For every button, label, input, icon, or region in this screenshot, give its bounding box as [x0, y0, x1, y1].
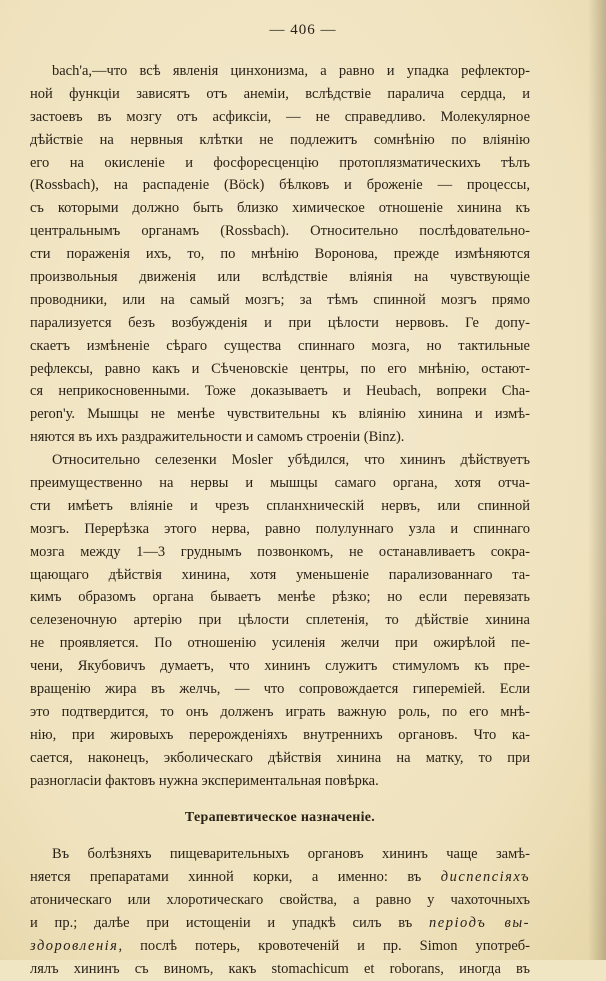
text-line: нію, при жировыхъ перерожденіяхъ внутреннихъ органовъ. Что ка-: [30, 726, 530, 743]
text-body: [30, 60, 530, 981]
text-line: центральнымъ органамъ (Rossbach). Относительно послѣдовательно-: [30, 223, 530, 240]
text-line: ной функціи зависятъ отъ анеміи, вслѣдствіе паралича сердца, и: [30, 85, 530, 102]
text-line: ся неприкосновенными. Тоже доказываетъ и Heubach, вопреки Cha-: [30, 383, 530, 400]
text-line: его на окисленіе и фосфоресценцію протоплязматическихъ тѣлъ: [30, 154, 530, 171]
text-line: сти пораженія ихъ, то, по мнѣнію Воронова, прежде измѣняются: [30, 246, 530, 263]
text-line: застоевъ въ мозгу отъ асфиксіи, — не справедливо. Молекулярное: [30, 108, 530, 125]
spacer: [30, 829, 530, 843]
text-line: [30, 866, 530, 889]
text-line: не проявляется. По отношенію усиленія желчи при ожирѣлой пе-: [30, 635, 530, 652]
text-line: Относительно селезенки Mosler убѣдился, что хининъ дѣйствуетъ: [52, 452, 530, 469]
emphasis-text: здоровленія: [30, 937, 119, 954]
text-line: парализуется безъ возбужденія и при цѣлости нервовъ. Ге допу-: [30, 314, 530, 331]
text-line: скаетъ измѣненіе сѣраго существа спиннаго мозга, но тактильные: [30, 337, 530, 354]
text-line: произвольныя движенія или вслѣдствіе вліянія на чувствующіе: [30, 269, 530, 286]
text-line: вращенію жира въ желчь, — что сопровождается гипереміей. Если: [30, 681, 530, 698]
text-line: щающаго дѣйствія хинина, хотя уменьшеніе парализованнаго та-: [30, 566, 530, 583]
section-heading: Терапевтическое назначеніе.: [184, 809, 376, 825]
text-line: проводники, или на самый мозгъ; за тѣмъ спинной мозгъ прямо: [30, 291, 530, 308]
text-line: это подтвердится, то онъ долженъ играть важную роль, по его мнѣ-: [30, 703, 530, 720]
text-run: няется препаратами хинной корки, а именно: въ: [30, 869, 441, 886]
emphasis-text: диспепсіяхъ: [440, 869, 530, 886]
text-line: разногласіи фактовъ нужна экспериментальная повѣрка.: [30, 772, 379, 789]
text-line: Въ болѣзняхъ пищеварительныхъ органовъ хининъ чаще замѣ-: [52, 846, 530, 863]
text-line: съ которыми должно быть близко химическое отношеніе хинина къ: [30, 200, 530, 217]
spacer: [30, 793, 530, 807]
text-line: атоническаго или хлоротическаго свойства, а равно у чахоточныхъ: [30, 892, 530, 909]
text-line: (Rossbach), на распаденіе (Böck) бѣлковъ и броженіе — процессы,: [30, 177, 530, 194]
text-line: няются въ ихъ раздражительности и самомъ строеніи (Binz).: [30, 429, 405, 446]
text-line: сти имѣетъ вліяніе и чрезъ спланхническій нервъ, или спинной: [30, 497, 530, 514]
text-line: чени, Якубовичъ думаетъ, что хининъ служитъ стимуломъ къ пре-: [30, 658, 530, 675]
emphasis-text: періодъ вы-: [429, 915, 530, 932]
text-line: преимущественно на нервы и мышцы самаго органа, хотя отча-: [30, 475, 530, 492]
text-line: кимъ образомъ органа бываетъ менѣе рѣзко; но если перевязать: [30, 589, 530, 606]
text-line: селезеночную артерію при цѣлости сплетенія, то дѣйствіе хинина: [30, 612, 530, 629]
text-line: рефлексы, равно какъ и Сѣченовскіе центры, по его мнѣнію, остают-: [30, 360, 530, 377]
text-line: [30, 912, 530, 935]
text-line: мозга между 1—3 груднымъ позвонкомъ, не останавливаетъ сокра-: [30, 543, 530, 560]
text-line: дѣйствіе на нервныя клѣтки не подлежитъ сомнѣнію по вліянію: [30, 131, 530, 148]
paragraph-1: [30, 60, 530, 449]
text-run: и пр.; далѣе при истощеніи и упадкѣ силъ въ: [30, 915, 430, 932]
page-edge-shadow: [588, 0, 606, 960]
text-line: bach'a,—что всѣ явленія цинхонизма, а равно и упадка рефлектор-: [52, 63, 530, 79]
text-line: [30, 935, 530, 958]
paragraph-2: [30, 449, 530, 792]
text-line: мозгъ. Перерѣзка этого нерва, равно полулуннаго узла и спиннаго: [30, 520, 530, 537]
page-number: — 406 —: [269, 22, 337, 38]
text-line: сается, наконецъ, экболическаго дѣйствія хинина на матку, то при: [30, 749, 530, 766]
text-run: , послѣ потерь, кровотеченій и пр. Simon употреб-: [118, 937, 530, 954]
paragraph-3: [30, 843, 530, 980]
text-line: лялъ хининъ съ виномъ, какъ stomachicum et roborans, иногда въ: [30, 960, 530, 977]
text-line: peron'у. Мышцы не менѣе чувствительны къ вліянію хинина и измѣ-: [30, 406, 530, 423]
